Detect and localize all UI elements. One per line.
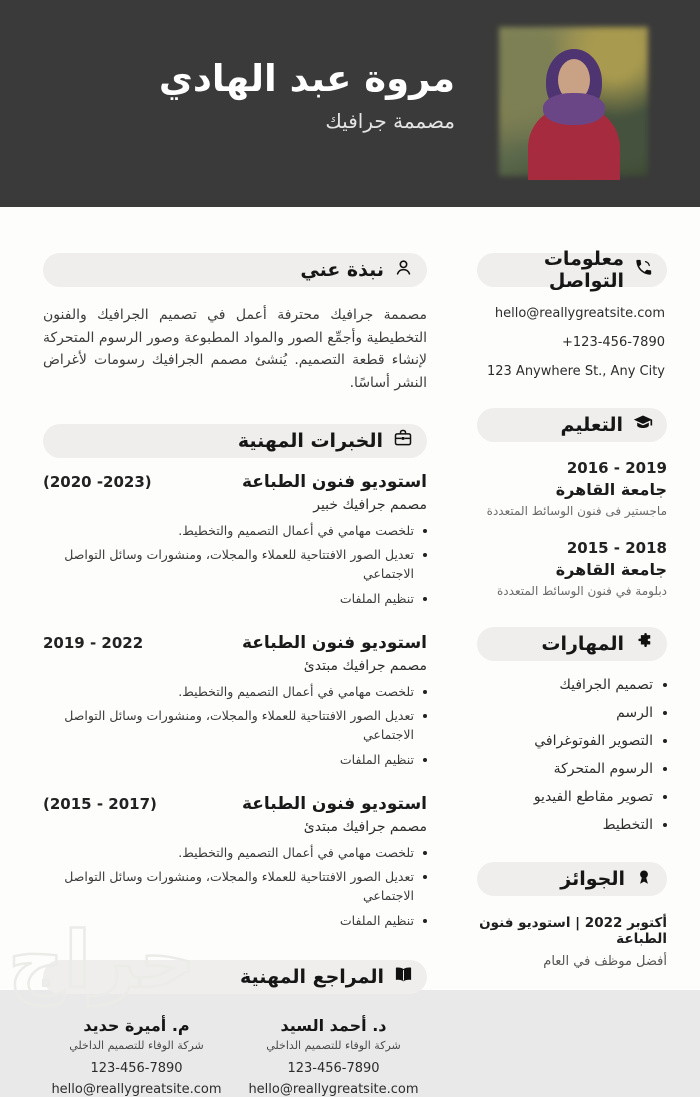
skill-label: الرسوم المتحركة	[553, 761, 653, 777]
bullet-dot-icon	[423, 919, 427, 923]
job-bullet	[43, 868, 427, 906]
education-school: جامعة القاهرة	[555, 560, 667, 579]
skill-item	[477, 817, 667, 833]
bullet-text: تنظيم الملفات	[339, 590, 414, 606]
header-band	[0, 0, 700, 207]
job-entry	[43, 633, 427, 770]
about-section	[43, 253, 427, 395]
bullet-dot-icon	[663, 683, 667, 687]
contact-section-title: معلومات التواصل	[543, 248, 624, 292]
job-company: استوديو فنون الطباعة	[242, 632, 427, 653]
job-dates: 2019 - 2022	[43, 633, 144, 652]
bullet-dot-icon	[423, 690, 427, 694]
skill-item	[477, 677, 667, 693]
job-company: استوديو فنون الطباعة	[242, 471, 427, 492]
reference-email: hello@reallygreatsite.com	[51, 1081, 222, 1097]
job-entry	[43, 472, 427, 609]
skills-section	[477, 627, 667, 833]
skills-section-header	[477, 627, 667, 661]
job-dates: (2020 -2023)	[43, 472, 152, 491]
bullet-dot-icon	[423, 529, 427, 533]
awards-section-title: الجوائز	[560, 868, 625, 890]
skill-label: تصوير مقاطع الفيديو	[533, 789, 653, 805]
bullet-dot-icon	[423, 875, 427, 879]
person-icon	[394, 258, 413, 282]
job-dates: (2015 - 2017)	[43, 794, 157, 813]
experience-section	[43, 424, 427, 931]
about-section-header	[43, 253, 427, 287]
bullet-text: تعديل الصور الافتتاحية للعملاء والمجلات، ومنشورات وسائل التواصل الاجتماعي	[64, 869, 414, 904]
skill-item	[477, 761, 667, 777]
job-bullet	[43, 751, 427, 770]
bullet-dot-icon	[423, 714, 427, 718]
job-bullet	[43, 546, 427, 584]
graduation-cap-icon	[633, 413, 653, 438]
award-entry: أكتوبر 2022 | استوديو فنون الطباعة	[479, 915, 667, 947]
education-degree: ماجستير فى فنون الوسائط المتعددة	[486, 504, 667, 518]
education-degree: دبلومة في فنون الوسائط المتعددة	[497, 584, 667, 598]
education-section-header	[477, 408, 667, 442]
puzzle-icon	[634, 632, 653, 656]
job-bullet	[43, 844, 427, 863]
book-icon	[394, 965, 413, 989]
job-bullet	[43, 590, 427, 609]
job-role: مصمم جرافيك مبتدئ	[303, 657, 427, 674]
skill-item	[477, 733, 667, 749]
bullet-text: تنظيم الملفات	[339, 751, 414, 767]
education-dates: 2016 - 2019	[566, 459, 667, 477]
reference-company: شركة الوفاء للتصميم الداخلي	[69, 1038, 204, 1052]
job-bullet	[43, 522, 427, 541]
education-section-title: التعليم	[560, 414, 623, 436]
contact-phone: +123-456-7890	[562, 335, 665, 350]
candidate-name: مروة عبد الهادي	[158, 57, 455, 100]
bullet-dot-icon	[423, 851, 427, 855]
reference-phone: 123-456-7890	[287, 1060, 380, 1076]
awards-section	[477, 862, 667, 969]
award-item	[477, 915, 667, 969]
job-header	[43, 633, 427, 653]
candidate-role: مصممة جرافيك	[325, 108, 455, 133]
bullet-text: تنظيم الملفات	[339, 912, 414, 928]
job-company: استوديو فنون الطباعة	[242, 793, 427, 814]
bullet-dot-icon	[423, 597, 427, 601]
references-section-title: المراجع المهنية	[240, 965, 384, 988]
bullet-dot-icon	[663, 767, 667, 771]
reference-email: hello@reallygreatsite.com	[248, 1081, 419, 1097]
contact-address: 123 Anywhere St., Any City	[486, 364, 665, 379]
haraj-watermark: حراج	[8, 916, 196, 1006]
education-dates: 2015 - 2018	[566, 539, 667, 557]
sidebar	[477, 248, 667, 969]
reference-phone: 123-456-7890	[90, 1060, 183, 1076]
bullet-text: تعديل الصور الافتتاحية للعملاء والمجلات، ومنشورات وسائل التواصل الاجتماعي	[64, 547, 414, 582]
skill-label: تصميم الجرافيك	[559, 677, 653, 693]
reference-name: م. أميرة حديد	[83, 1015, 190, 1035]
bullet-dot-icon	[423, 758, 427, 762]
briefcase-icon	[393, 428, 413, 453]
job-role: مصمم جرافيك مبتدئ	[303, 818, 427, 835]
job-bullets	[43, 522, 427, 609]
about-section-title: نبذة عني	[300, 259, 384, 281]
education-school: جامعة القاهرة	[555, 480, 667, 499]
bullet-dot-icon	[423, 553, 427, 557]
job-header	[43, 794, 427, 814]
reference-card	[43, 1016, 230, 1097]
skills-list	[477, 677, 667, 833]
job-bullet	[43, 707, 427, 745]
reference-company: شركة الوفاء للتصميم الداخلي	[266, 1038, 401, 1052]
references-grid	[43, 1016, 427, 1097]
phone-icon	[634, 258, 653, 282]
bullet-text: تلخصت مهامي في أعمال التصميم والتخطيط.	[178, 844, 414, 860]
bullet-dot-icon	[663, 711, 667, 715]
skill-label: الرسم	[616, 705, 653, 721]
job-role: مصمم جرافيك خبير	[313, 496, 427, 513]
contact-email: hello@reallygreatsite.com	[494, 306, 665, 321]
photo-scarf	[543, 93, 605, 125]
awards-section-header	[477, 862, 667, 896]
bullet-text: تلخصت مهامي في أعمال التصميم والتخطيط.	[178, 522, 414, 538]
bullet-dot-icon	[663, 739, 667, 743]
bullet-dot-icon	[663, 795, 667, 799]
experience-section-header	[43, 424, 427, 458]
profile-photo	[505, 33, 642, 170]
education-list	[477, 459, 667, 598]
bullet-dot-icon	[663, 823, 667, 827]
contact-list	[477, 306, 667, 379]
skills-section-title: المهارات	[541, 633, 624, 655]
bullet-text: تعديل الصور الافتتاحية للعملاء والمجلات، ومنشورات وسائل التواصل الاجتماعي	[64, 708, 414, 743]
award-detail: أفضل موظف في العام	[543, 954, 667, 969]
bullet-text: تلخصت مهامي في أعمال التصميم والتخطيط.	[178, 683, 414, 699]
contact-section	[477, 248, 667, 379]
job-header	[43, 472, 427, 492]
skill-label: التخطيط	[602, 817, 653, 833]
medal-icon	[635, 868, 653, 891]
education-item	[477, 459, 667, 518]
education-section	[477, 408, 667, 598]
skill-label: التصوير الفوتوغرافي	[534, 733, 653, 749]
skill-item	[477, 789, 667, 805]
about-text: مصممة جرافيك محترفة أعمل في تصميم الجرافيك والفنون التخطيطية وأجمِّع الصور والمواد المطبوعة وصور الرسوم المتحركة لإنشاء قطعة التصميم. يُنشئ مصمم الجرافيك رسومات لأغراض النشر أساسًا.	[43, 307, 427, 392]
job-bullet	[43, 683, 427, 702]
contact-section-header	[477, 248, 667, 292]
experience-section-title: الخبرات المهنية	[237, 429, 383, 452]
reference-name: د. أحمد السيد	[280, 1015, 387, 1035]
reference-card	[240, 1016, 427, 1097]
skill-item	[477, 705, 667, 721]
header-text	[159, 58, 455, 133]
education-item	[477, 539, 667, 598]
job-bullets	[43, 683, 427, 770]
job-entry	[43, 794, 427, 931]
